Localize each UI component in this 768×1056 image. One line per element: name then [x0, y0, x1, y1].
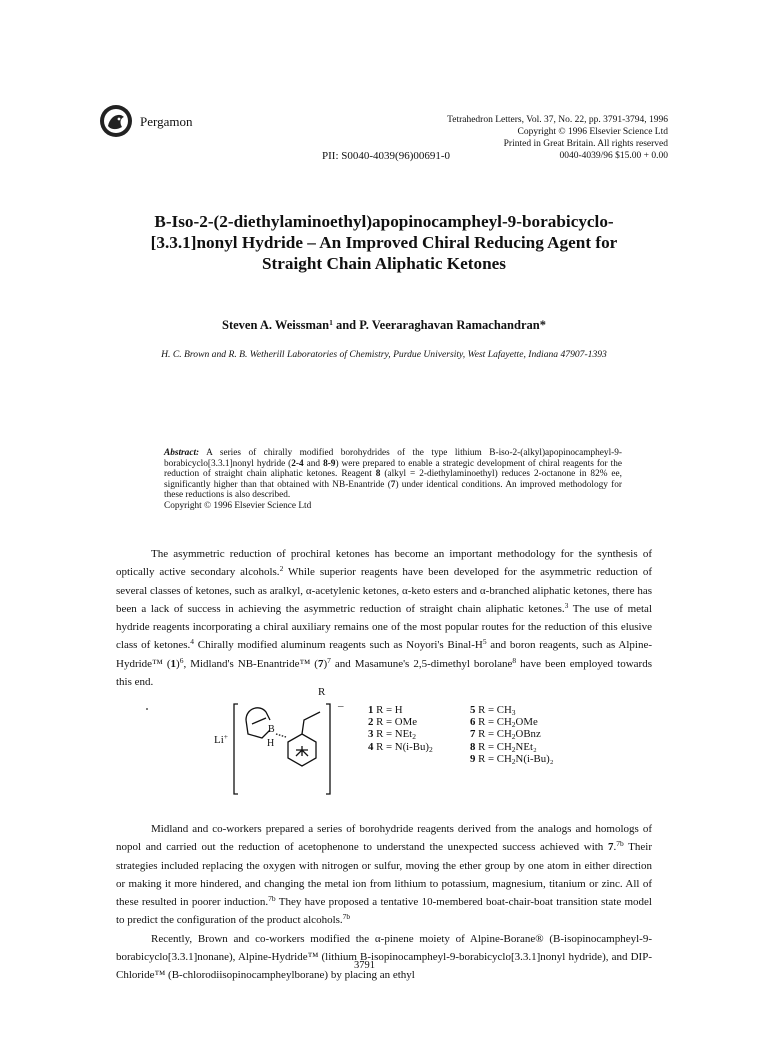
body-paragraph-1: The asymmetric reduction of prochiral ketones has become an important methodology for the synthesis of optically active secondary alcohols.$^2$ While superior reagents have been developed for the asymmetric reduction of several classes of ketones, such as aralkyl, α-acetylenic ketones, α-keto esters and α-branched aliphatic ketones, there has been a lack of success in achieving the asymmetric reduction of straight chain aliphatic ketones.$^3$ The use of metal hydride reagents incorporating a chiral auxiliary remains one of the most popular routes for the reduction of this elusive class of ketones.$^4$ Chirally modified aluminum reagents such as Noyori's Binal-$H^5$ and boron reagents, such as Alpine-Hydride™ $(1)^6$, Midland's NB-Enantride™ $(7)^7$ and Masamune's 2,5-dimethyl borolane$^8$ have been employed towards this end.: [116, 548, 652, 689]
structure-h-label: H: [267, 738, 275, 749]
body-paragraph-2: Midland and co-workers prepared a series of borohydride reagents derived from the analogs and homologs of nopol and carried out the reduction of acetophenone to understand the unexpected success achieved with 7.$^{7b}$ Their strategies included replacing the oxygen with nitrogen or sulfur, moving the ether group by one atom in either direction or making it more hindered, and changing the metal ion from lithium to potassium, magnesium, titanium or zinc. All of these resulted in poorer induction.$^{7b}$ They have proposed a tentative 10-membered boat-chair-boat transition state model to predict the configuration of the product alcohols.$^{7b}$ Recently, Brown and co-workers modified the α-pinene moiety of Alpine-Borane® (B-isopinocampheyl-9-borabicyclo[3.3.1]nonane), Alpine-Hydride™ (lithium B-isopinocampheyl-9-borabicyclo[3.3.1]nonyl hydride), and DIP-Chloride™ (B-chlorodiisopinocampheylborane) by placing an ethyl: [116, 820, 652, 985]
compound-ref: 8: [375, 469, 381, 480]
citation-sup: 7: [327, 655, 331, 665]
compound-row: 7 $R = CH_2OBnz$: [470, 728, 541, 742]
compound-ref: 7: [390, 479, 396, 490]
journal-details: , Vol. 37, No. 22, pp. 3791-3794, 1996: [521, 115, 668, 125]
body-paragraph-3: Recently, Brown and co-workers modified the α-pinene moiety of Alpine-Borane® (B-isopinocampheyl-9-borabicyclo[3.3.1]nonane), Alpine-Hydride™ (lithium B-isopinocampheyl-9-borabicyclo[3.3.1]nonyl hydride), and DIP-Chloride™ (B-chlorodiisopinocampheylborane) by placing an ethyl: [116, 932, 652, 982]
abstract-text: A series of chirally modified borohydrides of the type lithium B-iso-2-(alkyl)apopinocampheyl-9-borabicyclo[3.3.1]nonyl hydride (: [164, 448, 622, 469]
compound-row: 9 $R = CH_2N(i-Bu)_2$: [470, 752, 554, 766]
abstract-text: (alkyl = 2-diethylaminoethyl) reduces 2-octanone in 82% ee, significantly higher than that obtained with NB-Enantride (: [164, 469, 622, 490]
abstract-copyright: Copyright © 1996 Elsevier Science Ltd: [164, 500, 312, 511]
compound-list-left: [368, 704, 433, 753]
compound-row: 5 $R = CH_3$: [470, 704, 516, 717]
structure-charge: –: [338, 700, 344, 712]
compound-ref: 7: [317, 657, 324, 670]
author-separator: and: [332, 318, 360, 332]
author-name: P. Veeraraghavan Ramachandran*: [359, 318, 546, 332]
title-line: Straight Chain Aliphatic Ketones: [262, 254, 506, 273]
compound-row: 2 R = OMe: [368, 716, 417, 729]
publisher-name: Pergamon: [140, 114, 193, 129]
compound-ref: 1: [170, 657, 177, 670]
compound-row: 4 $R = N(i-Bu)_2$: [368, 740, 433, 754]
price-line: 0040-4039/96 $15.00 + 0.00: [559, 151, 668, 161]
citation-sup: 5: [482, 637, 487, 647]
abstract-text: and: [303, 458, 324, 469]
compound-row: 6 $R = CH_2OMe$: [470, 716, 538, 730]
affiliation: H. C. Brown and R. B. Wetherill Laboratories of Chemistry, Purdue University, West Lafayette, Indiana 47907-1393: [161, 349, 607, 360]
abstract-text: ) were prepared to enable a strategic development of chiral reagents for the reduction of straight chain aliphatic ketones. Reagent: [164, 458, 622, 480]
chemical-structure: [150, 686, 370, 800]
citation-sup: 4: [190, 637, 195, 647]
compound-row: 3 R = NEt$_2$: [368, 728, 416, 742]
citation-sup: 6: [179, 655, 184, 665]
structure-r-label: R: [318, 686, 326, 698]
compound-row: 1 R = H: [368, 704, 403, 716]
journal-citation: [447, 114, 668, 162]
title-line: [3.3.1]nonyl Hydride – An Improved Chiral Reducing Agent for: [150, 233, 618, 252]
structure-li-label: Li+: [214, 732, 229, 746]
compound-ref: 2-4: [291, 458, 304, 469]
citation-sup: 2: [279, 564, 284, 574]
article-title: [90, 211, 678, 274]
printed-line: Printed in Great Britain. All rights reserved: [503, 139, 668, 149]
citation-sup: 7b: [616, 839, 624, 849]
structure-b-label: B: [268, 724, 275, 735]
compound-ref: 7: [607, 841, 614, 854]
title-line: B-Iso-2-(2-diethylaminoethyl)apopinocampheyl-9-borabicyclo-: [154, 212, 614, 231]
citation-sup: 7b: [342, 912, 351, 922]
copyright-line: Copyright © 1996 Elsevier Science Ltd: [517, 127, 668, 137]
abstract-text: ) under identical conditions. An improved methodology for these reductions is also described.: [164, 479, 622, 501]
pii: PII: S0040-4039(96)00691-0: [322, 150, 451, 162]
pergamon-logo: [99, 104, 133, 138]
compound-row: 8 $R = CH_2NEt_2$: [470, 740, 537, 754]
authors: [90, 318, 678, 333]
page-number: 3791: [354, 960, 375, 971]
citation-sup: 8: [512, 655, 517, 665]
citation-sup: 7b: [268, 894, 276, 904]
compound-ref: 8-9: [323, 458, 336, 469]
footnote-marker: 1: [329, 318, 333, 327]
compound-list-right: [470, 704, 554, 765]
stray-dot: [146, 708, 148, 710]
abstract: [164, 448, 622, 512]
author-name: Steven A. Weissman: [222, 318, 330, 332]
citation-sup: 3: [564, 600, 569, 610]
journal-name: Tetrahedron Letters: [447, 115, 522, 125]
abstract-label: Abstract:: [164, 448, 200, 458]
